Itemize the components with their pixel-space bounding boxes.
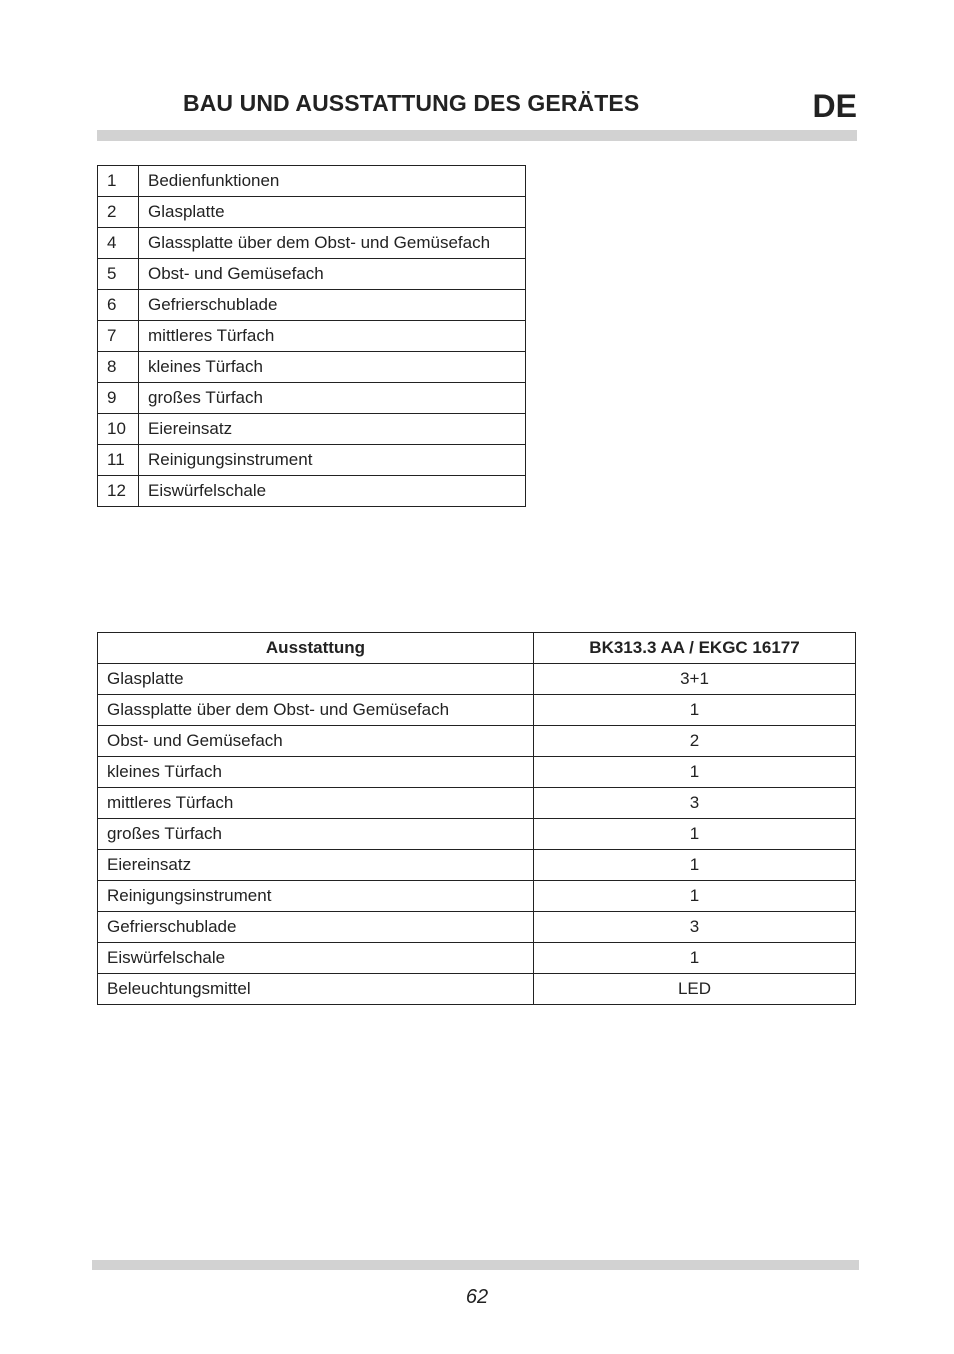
equipment-value: 2 bbox=[534, 726, 856, 757]
equipment-item: Gefrierschublade bbox=[98, 912, 534, 943]
part-number: 5 bbox=[98, 259, 139, 290]
equipment-row bbox=[98, 974, 856, 1005]
equipment-item: Eiereinsatz bbox=[98, 850, 534, 881]
equipment-item: Obst- und Gemüsefach bbox=[98, 726, 534, 757]
part-number: 4 bbox=[98, 228, 139, 259]
page-number: 62 bbox=[465, 1286, 489, 1308]
equipment-value: LED bbox=[534, 974, 856, 1005]
equipment-item: Glasplatte bbox=[98, 664, 534, 695]
page-title: BAU UND AUSSTATTUNG DES GERÄTES bbox=[183, 90, 640, 116]
part-number: 9 bbox=[98, 383, 139, 414]
equipment-row bbox=[98, 912, 856, 943]
equipment-row bbox=[98, 757, 856, 788]
equipment-item: Glassplatte über dem Obst- und Gemüsefach bbox=[98, 695, 534, 726]
parts-row bbox=[98, 228, 526, 259]
equipment-value: 3 bbox=[534, 912, 856, 943]
equipment-row bbox=[98, 943, 856, 974]
part-label: Eiswürfelschale bbox=[139, 476, 526, 507]
part-label: Bedienfunktionen bbox=[139, 166, 526, 197]
part-number: 10 bbox=[98, 414, 139, 445]
part-number: 1 bbox=[98, 166, 139, 197]
equipment-item: großes Türfach bbox=[98, 819, 534, 850]
footer-divider bbox=[92, 1260, 859, 1270]
parts-row bbox=[98, 476, 526, 507]
equipment-value: 1 bbox=[534, 757, 856, 788]
part-label: Eiereinsatz bbox=[139, 414, 526, 445]
part-label: kleines Türfach bbox=[139, 352, 526, 383]
equipment-value: 3+1 bbox=[534, 664, 856, 695]
equipment-header-item: Ausstattung bbox=[98, 633, 534, 664]
parts-row bbox=[98, 352, 526, 383]
equipment-item: kleines Türfach bbox=[98, 757, 534, 788]
parts-row bbox=[98, 414, 526, 445]
part-number: 6 bbox=[98, 290, 139, 321]
part-label: großes Türfach bbox=[139, 383, 526, 414]
equipment-row bbox=[98, 850, 856, 881]
equipment-header-row bbox=[98, 633, 856, 664]
equipment-value: 1 bbox=[534, 881, 856, 912]
equipment-row bbox=[98, 788, 856, 819]
equipment-item: Eiswürfelschale bbox=[98, 943, 534, 974]
parts-row bbox=[98, 290, 526, 321]
parts-table bbox=[97, 165, 526, 507]
equipment-row bbox=[98, 664, 856, 695]
part-label: Glasplatte bbox=[139, 197, 526, 228]
part-number: 8 bbox=[98, 352, 139, 383]
part-number: 2 bbox=[98, 197, 139, 228]
part-number: 12 bbox=[98, 476, 139, 507]
part-label: mittleres Türfach bbox=[139, 321, 526, 352]
equipment-value: 1 bbox=[534, 850, 856, 881]
part-label: Gefrierschublade bbox=[139, 290, 526, 321]
part-number: 11 bbox=[98, 445, 139, 476]
equipment-value: 1 bbox=[534, 943, 856, 974]
part-label: Reinigungsinstrument bbox=[139, 445, 526, 476]
part-number: 7 bbox=[98, 321, 139, 352]
equipment-row bbox=[98, 726, 856, 757]
parts-table-body bbox=[98, 166, 526, 507]
language-badge: DE bbox=[812, 88, 857, 124]
equipment-header-model: BK313.3 AA / EKGC 16177 bbox=[534, 633, 856, 664]
equipment-item: Beleuchtungsmittel bbox=[98, 974, 534, 1005]
equipment-row bbox=[98, 881, 856, 912]
equipment-value: 1 bbox=[534, 819, 856, 850]
equipment-value: 3 bbox=[534, 788, 856, 819]
equipment-table bbox=[97, 632, 856, 1005]
parts-row bbox=[98, 321, 526, 352]
part-label: Obst- und Gemüsefach bbox=[139, 259, 526, 290]
parts-row bbox=[98, 445, 526, 476]
equipment-row bbox=[98, 819, 856, 850]
header-divider bbox=[97, 130, 857, 141]
parts-row bbox=[98, 166, 526, 197]
parts-row bbox=[98, 383, 526, 414]
parts-row bbox=[98, 197, 526, 228]
equipment-value: 1 bbox=[534, 695, 856, 726]
part-label: Glassplatte über dem Obst- und Gemüsefach bbox=[139, 228, 526, 259]
equipment-table-body bbox=[98, 664, 856, 1005]
equipment-row bbox=[98, 695, 856, 726]
parts-row bbox=[98, 259, 526, 290]
equipment-item: mittleres Türfach bbox=[98, 788, 534, 819]
equipment-item: Reinigungsinstrument bbox=[98, 881, 534, 912]
